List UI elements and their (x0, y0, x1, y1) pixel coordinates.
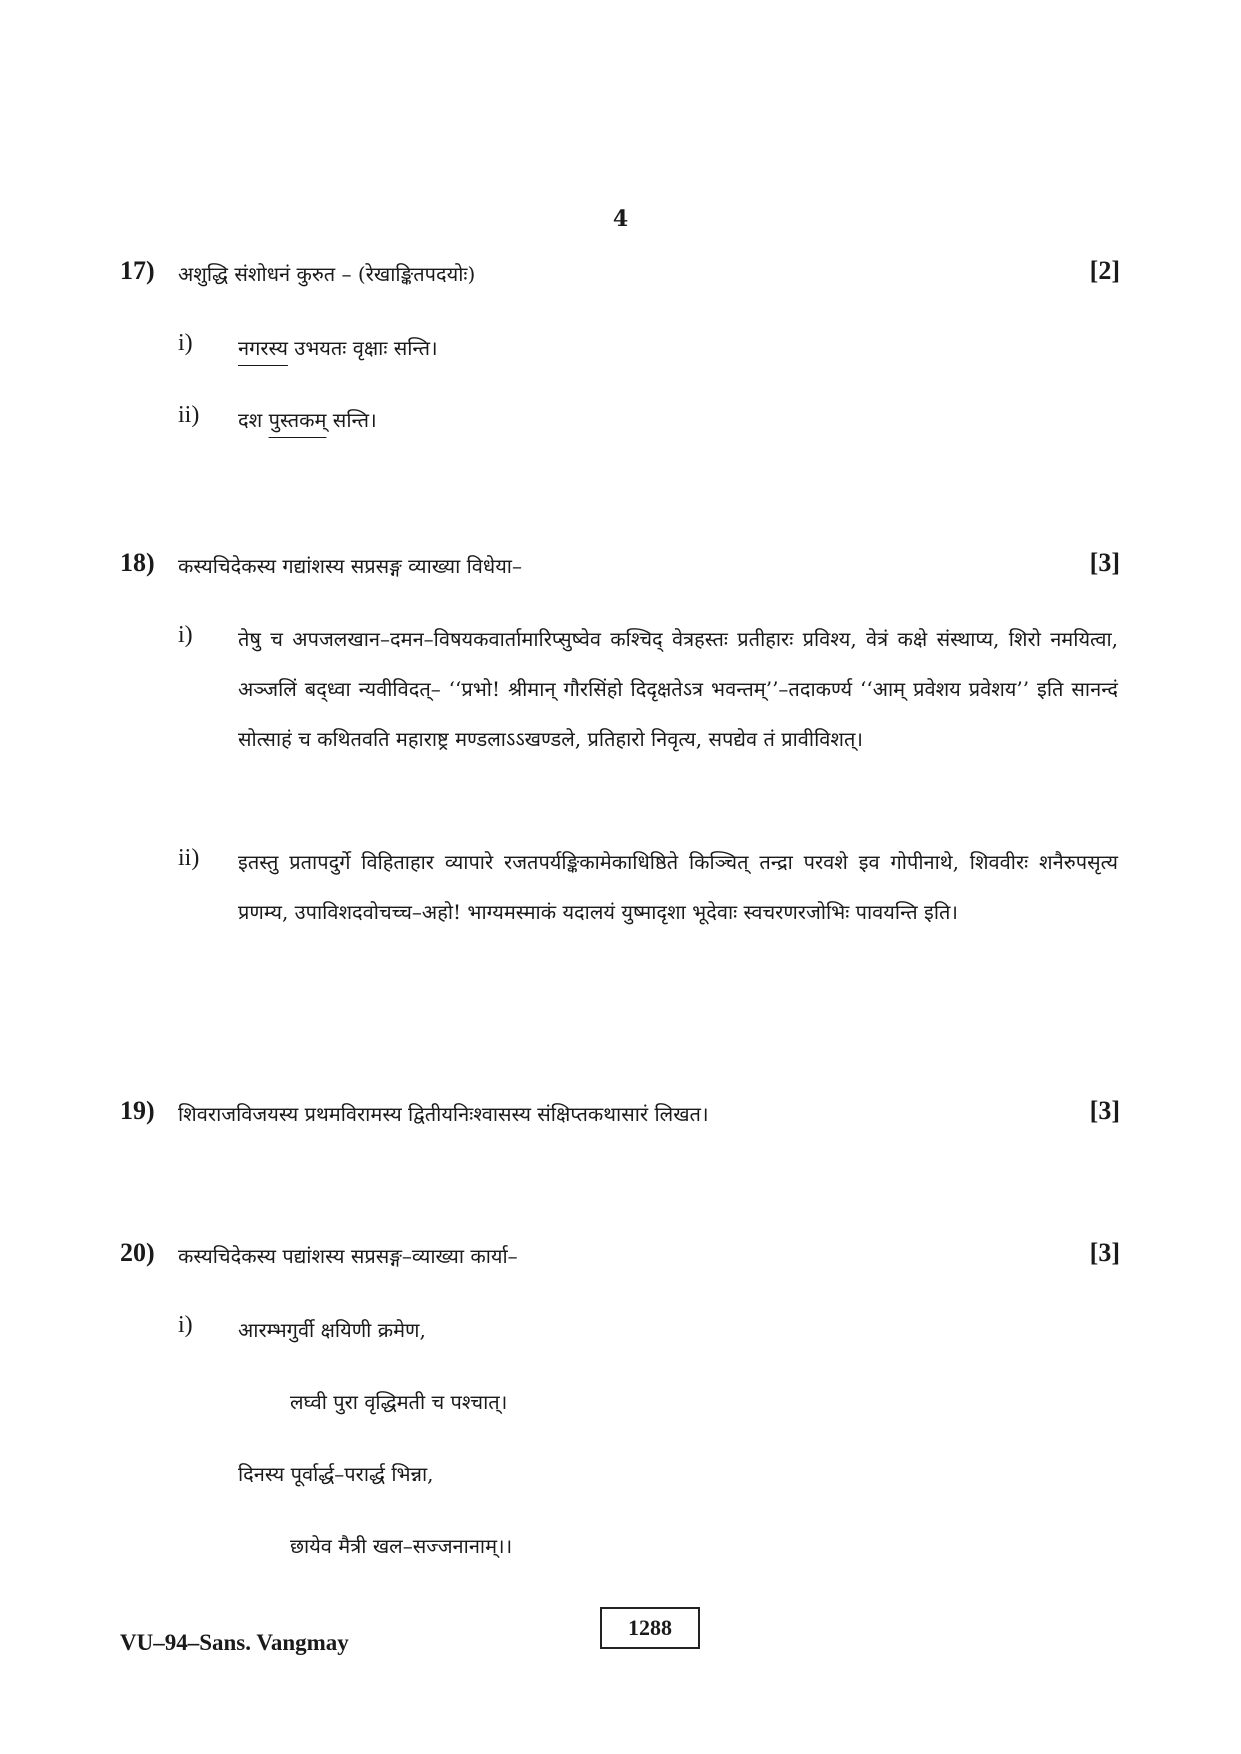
question-20-marks: [3] (1089, 1238, 1120, 1267)
page-serial-box: 1288 (600, 1607, 700, 1649)
question-20-number: 20) (120, 1238, 155, 1267)
q18-item-ii-passage: इतस्तु प्रतापदुर्गे विहिताहार व्यापारे रजतपर्यङ्किकामेकाधिष्ठिते किञ्चित् तन्द्रा परवशे इव गोपीनाथे, शिववीरः शनैरुपसृत्य प्रणम्य, उपाविशदवोचच्च–अहो! भाग्यमस्माकं यदालयं युष्मादृशा भूदेवाः स्वचरणरजोभिः पावयन्ति इति। (238, 850, 1118, 924)
q17-item-ii-text: दश पुस्तकम् सन्ति। (238, 408, 377, 432)
question-19-marks: [3] (1089, 1096, 1120, 1125)
q17-item-i-text: नगरस्य उभयतः वृक्षाः सन्ति। (238, 336, 438, 360)
q17-item-ii-label: ii) (178, 402, 200, 428)
underlined-word: पुस्तकम् (268, 408, 327, 432)
q18-item-ii-label: ii) (178, 845, 200, 871)
question-17-number: 17) (120, 256, 155, 285)
verse-line-1: आरम्भगुर्वी क्षयिणी क्रमेण, (238, 1318, 426, 1342)
question-17-marks: [2] (1089, 256, 1120, 285)
q20-item-i-label: i) (178, 1312, 193, 1338)
question-18-marks: [3] (1089, 548, 1120, 577)
question-20-text: कस्यचिदेकस्य पद्यांशस्य सप्रसङ्ग–व्याख्या कार्या– (178, 1244, 518, 1268)
page-number: 4 (612, 206, 629, 232)
question-17-text: अशुद्धि संशोधनं कुरुत – (रेखाङ्कितपदयोः) (178, 262, 476, 286)
q18-item-i-passage: तेषु च अपजलखान–दमन–विषयकवार्तामारिप्सुष्वेव कश्चिद् वेत्रहस्तः प्रतीहारः प्रविश्य, वेत्रं कक्षे संस्थाप्य, शिरो नमयित्वा, अञ्जलिं बद्ध्वा न्यवीविदत्– ‘‘प्रभो! श्रीमान् गौरसिंहो दिदृक्षतेऽत्र भवन्तम्’’–तदाकर्ण्य ‘‘आम् प्रवेशय प्रवेशय’’ इति सानन्दं सोत्साहं च कथितवति महाराष्ट्र मण्डलाऽऽखण्डले, प्रतिहारो निवृत्य, सपद्येव तं प्रावीविशत्। (238, 627, 1118, 751)
verse-line-2: लघ्वी पुरा वृद्धिमती च पश्चात्। (290, 1390, 508, 1414)
q17-item-i-label: i) (178, 330, 193, 356)
question-19-text: शिवराजविजयस्य प्रथमविरामस्य द्वितीयनिःश्वासस्य संक्षिप्तकथासारं लिखत। (178, 1102, 709, 1126)
q18-item-i-label: i) (178, 622, 193, 648)
underlined-word: नगरस्य (238, 336, 288, 360)
question-18-number: 18) (120, 548, 155, 577)
question-18-text: कस्यचिदेकस्य गद्यांशस्य सप्रसङ्ग व्याख्या विधेया– (178, 554, 522, 578)
paper-code: VU–94–Sans. Vangmay (120, 1630, 349, 1655)
question-19-number: 19) (120, 1096, 155, 1125)
verse-line-4: छायेव मैत्री खल–सज्जनानाम्।। (290, 1534, 513, 1558)
verse-line-3: दिनस्य पूर्वार्द्ध–परार्द्ध भिन्ना, (238, 1462, 434, 1486)
